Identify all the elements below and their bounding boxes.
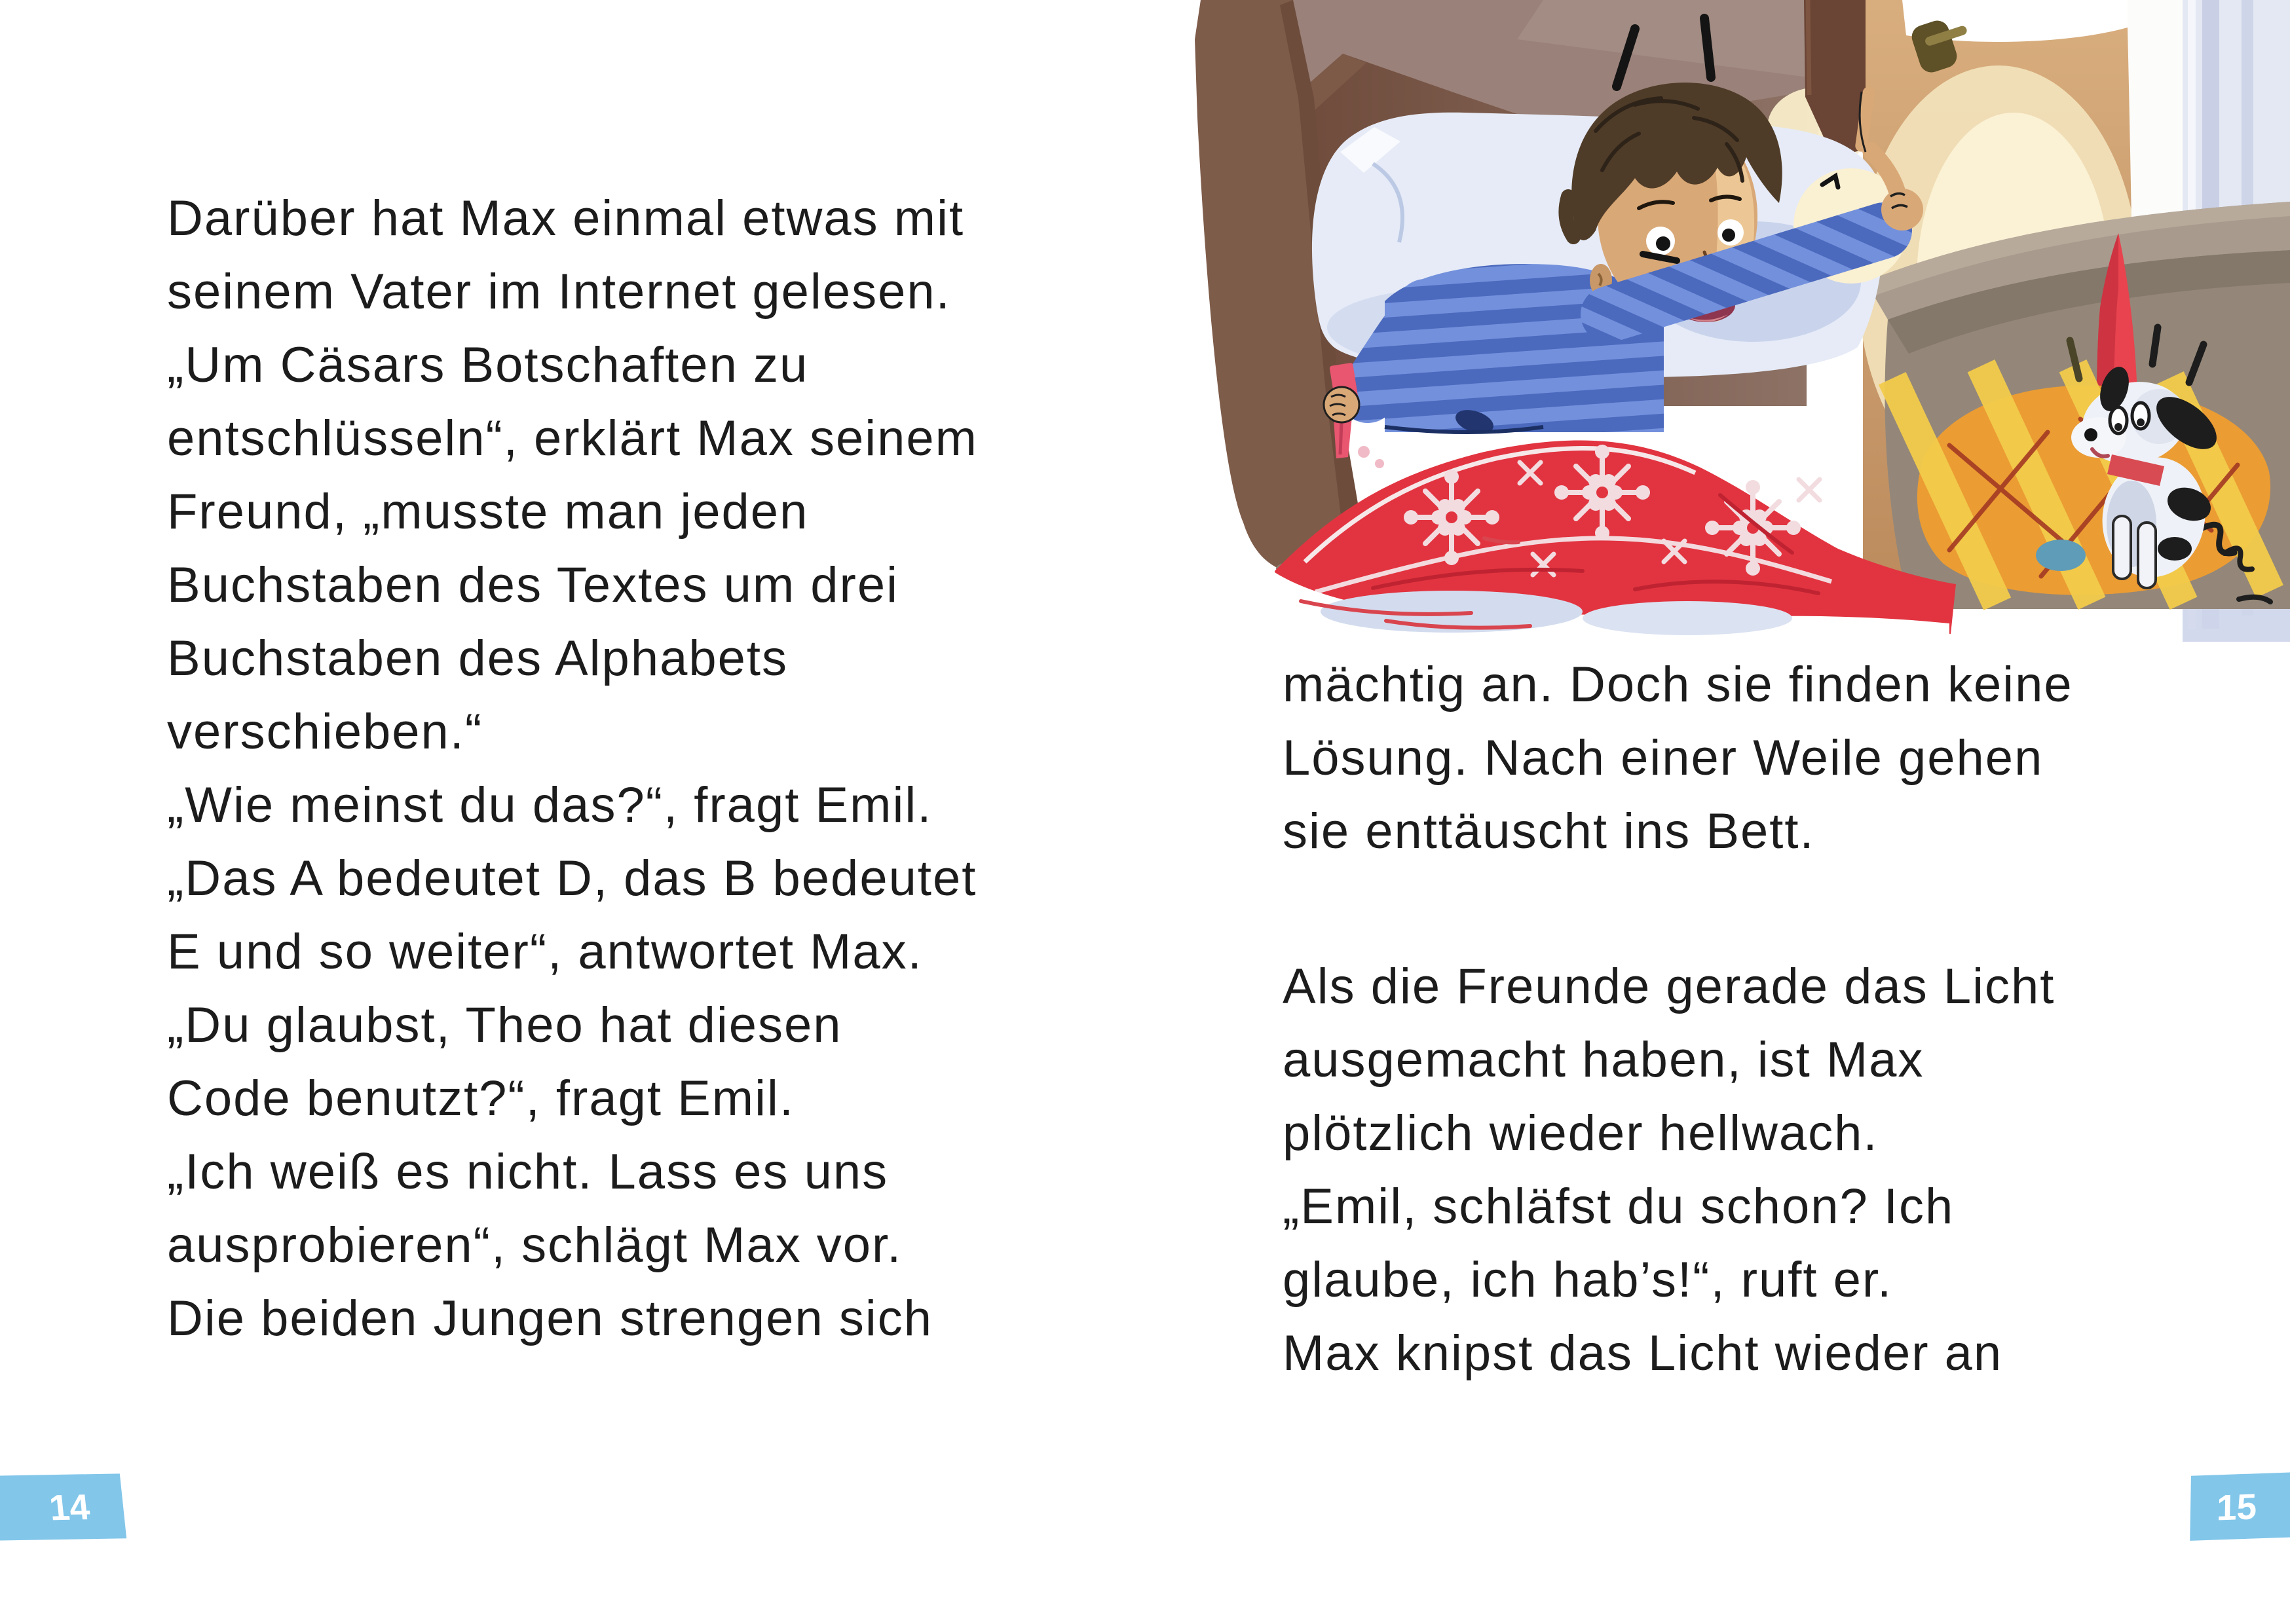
text-line: verschieben.“ bbox=[167, 704, 483, 760]
text-line: Lösung. Nach einer Weile gehen bbox=[1283, 730, 2044, 786]
dog-nose bbox=[2084, 428, 2097, 441]
text-line: E und so weiter“, antwortet Max. bbox=[167, 924, 923, 980]
text-line: glaube, ich hab’s!“, ruft er. bbox=[1283, 1252, 1893, 1308]
text-line: Die beiden Jungen strengen sich bbox=[167, 1291, 933, 1346]
page-number-badge-left bbox=[0, 1473, 126, 1540]
text-line: plötzlich wieder hellwach. bbox=[1283, 1105, 1879, 1161]
text-line: Buchstaben des Textes um drei bbox=[167, 557, 899, 613]
page-number-badge-right bbox=[2190, 1471, 2290, 1541]
text-line: mächtig an. Doch sie finden keine bbox=[1283, 657, 2073, 712]
text-line: ausgemacht haben, ist Max bbox=[1283, 1032, 1924, 1088]
text-line: sie enttäuscht ins Bett. bbox=[1283, 803, 1815, 859]
right-page-paragraph-2 bbox=[1283, 950, 2055, 1390]
text-line: „Das A bedeutet D, das B bedeutet bbox=[167, 851, 977, 906]
bedroom-illustration bbox=[1176, 0, 2290, 642]
text-line: Code benutzt?“, fragt Emil. bbox=[167, 1071, 795, 1126]
text-line: „Wie meinst du das?“, fragt Emil. bbox=[167, 777, 933, 833]
text-line: „Um Cäsars Botschaften zu bbox=[167, 337, 809, 393]
boy-hand-note bbox=[1324, 387, 1359, 422]
text-line: „Ich weiß es nicht. Lass es uns bbox=[167, 1144, 889, 1200]
right-page-paragraph-1 bbox=[1283, 648, 2073, 868]
page-number: 14 bbox=[47, 1486, 92, 1528]
text-line: „Emil, schläfst du schon? Ich bbox=[1283, 1179, 1955, 1234]
text-line: entschlüsseln“, erklärt Max seinem bbox=[167, 411, 978, 466]
text-line: seinem Vater im Internet gelesen. bbox=[167, 264, 951, 320]
text-line: Als die Freunde gerade das Licht bbox=[1283, 959, 2055, 1014]
text-line: Darüber hat Max einmal etwas mit bbox=[167, 191, 965, 246]
left-page-paragraph bbox=[167, 182, 978, 1356]
text-line: Freund, „musste man jeden bbox=[167, 484, 809, 540]
text-line: ausprobieren“, schlägt Max vor. bbox=[167, 1217, 903, 1273]
text-line: Max knipst das Licht wieder an bbox=[1283, 1325, 2003, 1381]
page-number: 15 bbox=[2216, 1485, 2257, 1528]
text-line: „Du glaubst, Theo hat diesen bbox=[167, 997, 842, 1053]
text-line: Buchstaben des Alphabets bbox=[167, 631, 789, 686]
